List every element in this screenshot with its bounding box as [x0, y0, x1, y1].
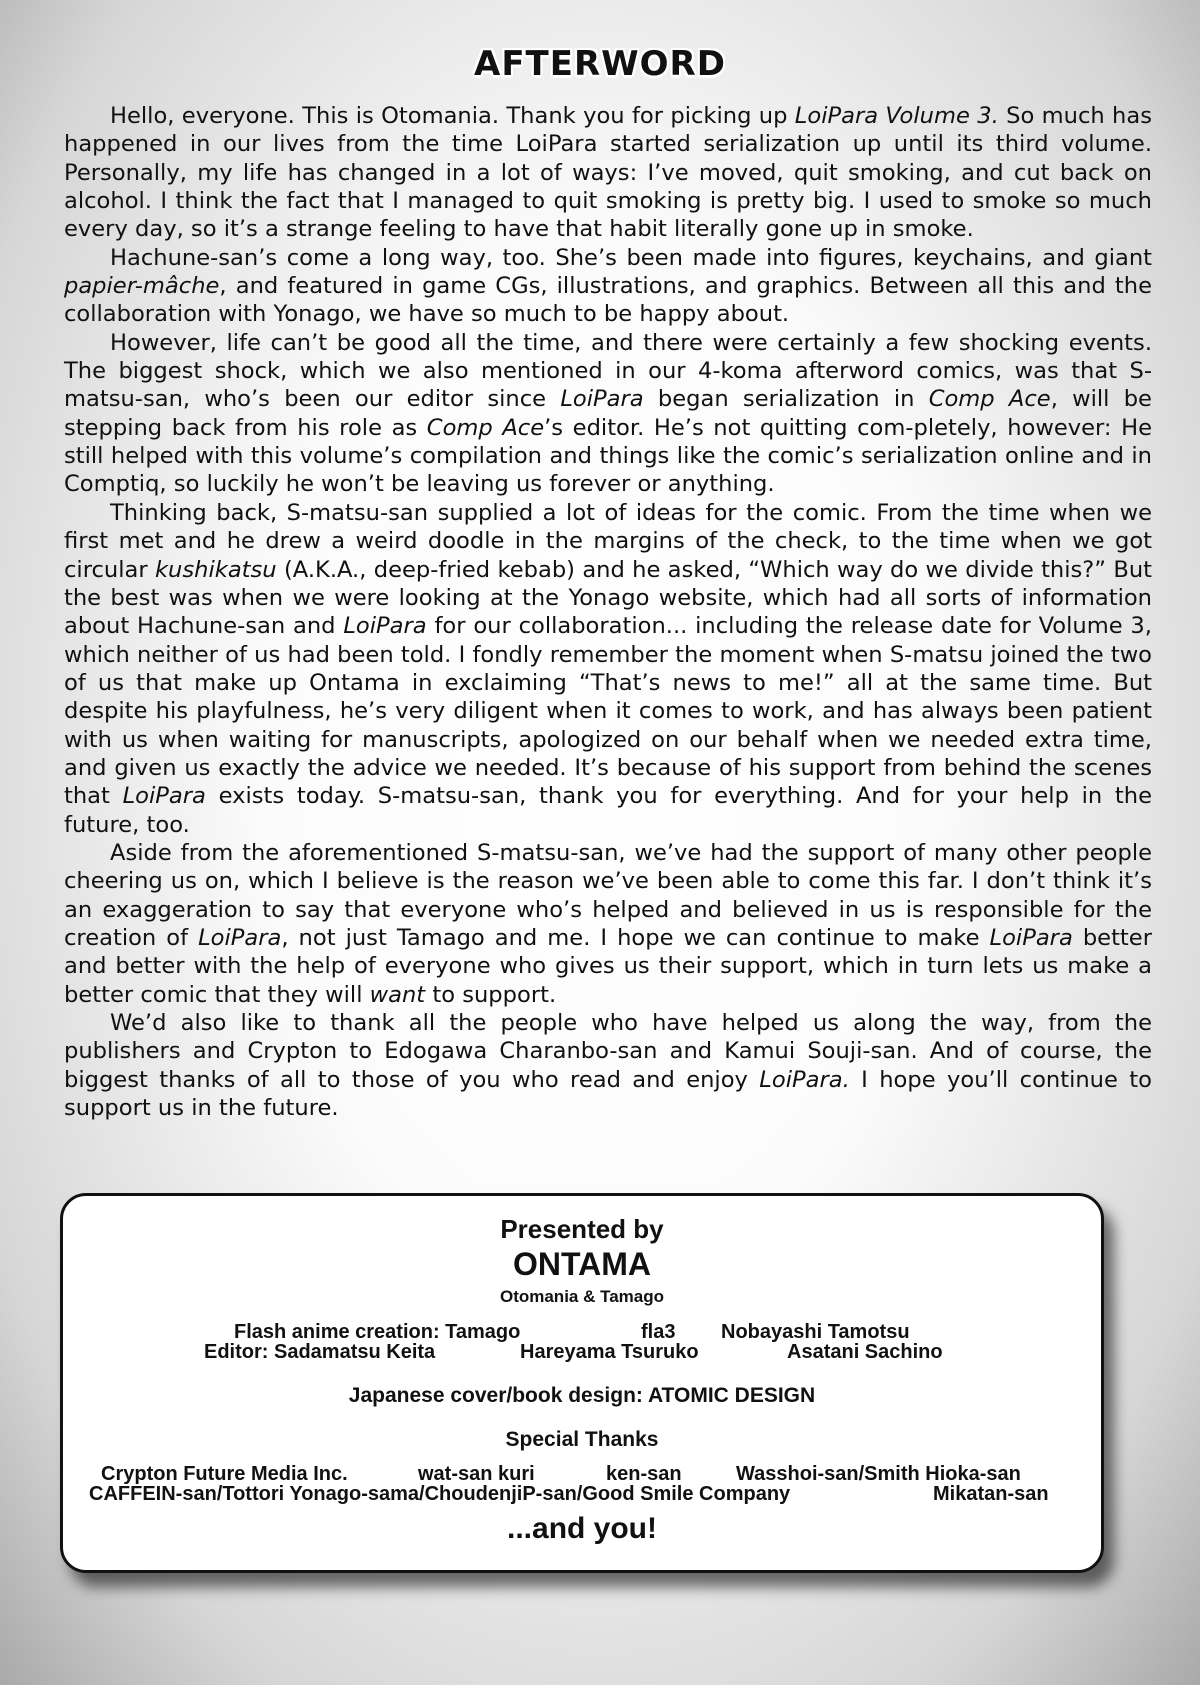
thanks-mikatan: Mikatan-san [933, 1483, 1049, 1505]
paragraph [64, 102, 1152, 244]
paragraph-text: for our collaboration... including the release date for Volume 3, which neither of us had been told. I fondly remember the moment when S-matsu joined the two of us that make up Ontama in exclaiming “That’s news to me!” all at the same time. But despite his playfulness, he’s very diligent when it comes to work, and has always been patient with us when waiting for manuscripts, apologized on our behalf when we needed extra time, and given us exactly the advice we needed. It’s because of his support from behind the scenes that [64, 613, 1152, 810]
group-members: Otomania & Tamago [499, 1287, 665, 1306]
paragraph-text: Hello, everyone. This is Otomania. Thank you for picking up [110, 103, 795, 129]
credit-fla3: fla3 [641, 1321, 676, 1343]
credit-asatani: Asatani Sachino [787, 1341, 943, 1363]
afterword-body [64, 102, 1152, 1122]
paragraph-text: Aside from the aforementioned S-matsu-san, we’ve had the support of many other people cheering us on, which I believe is the reason we’ve been able to come this far. I don’t think it’s an exaggeration to say that everyone who’s helped and believed in us is responsible for the creation of [64, 839, 1152, 951]
italic-title: LoiPara. [759, 1066, 850, 1093]
paragraph [64, 499, 1152, 839]
italic-title: kushikatsu [154, 556, 277, 583]
italic-title: Comp Ace [928, 386, 1051, 413]
paragraph-text: Thinking back, S-matsu-san supplied a lot of ideas for the comic. From the time when we first met and he drew a weird doodle in the margins of the check, to the time when we got circular [64, 499, 1152, 583]
italic-title: LoiPara [560, 386, 644, 413]
thanks-ken-san: ken-san [606, 1463, 682, 1485]
thanks-caffein: CAFFEIN-san/Tottori Yonago-sama/ChoudenjiP-san/Good Smile Company [89, 1483, 791, 1505]
paragraph-text: better and better with the help of everyone who gives us their support, which in turn lets us make a better comic that they will [64, 924, 1152, 1008]
paragraph [64, 244, 1152, 329]
paragraph [64, 1009, 1152, 1122]
group-name: ONTAMA [512, 1246, 652, 1282]
italic-title: LoiPara Volume 3. [794, 103, 999, 129]
italic-title: papier-mâche [64, 273, 220, 300]
paragraph-text: So much has happened in our lives from the time LoiPara started serialization up until its third volume. Personally, my life has changed in a lot of ways: I’ve moved, quit smoking, and cut back on alcohol. I think the fact that I managed to quit smoking is pretty big. I used to smoke so much every day, so it’s a strange feeling to have that habit literally gone up in smoke. [64, 103, 1152, 243]
italic-title: want [369, 981, 426, 1008]
italic-title: LoiPara [343, 613, 427, 640]
paragraph-text: Hachune-san’s come a long way, too. She’s been made into figures, keychains, and giant [110, 244, 1152, 271]
paragraph-text: exists today. S-matsu-san, thank you for everything. And for your help in the future, too. [64, 783, 1152, 838]
special-thanks-heading: Special Thanks [505, 1428, 659, 1451]
italic-title: LoiPara [122, 783, 206, 810]
credit-hareyama: Hareyama Tsuruko [520, 1341, 699, 1363]
page-title: AFTERWORD [474, 44, 726, 84]
credit-cover-design: Japanese cover/book design: ATOMIC DESIGN [348, 1384, 816, 1407]
paragraph [64, 839, 1152, 1009]
paragraph [64, 329, 1152, 499]
paragraph-text: However, life can’t be good all the time, and there were certainly a few shocking events. The biggest shock, which we also mentioned in our 4-koma afterword comics, was that S-matsu-san, who’s been our editor since [64, 329, 1152, 413]
credits-box [60, 1193, 1104, 1573]
paragraph-text: , will be stepping back from his role as [64, 386, 1152, 441]
paragraph-text: (A.K.A., deep-fried kebab) and he asked, “Which way do we divide this?” But the best was when we were looking at the Yonago website, which had all sorts of information about Hachune-san and [64, 556, 1152, 640]
italic-title: Comp Ace [426, 414, 545, 441]
credit-nobayashi: Nobayashi Tamotsu [721, 1321, 910, 1343]
italic-title: LoiPara [989, 924, 1073, 951]
credit-editor: Editor: Sadamatsu Keita [204, 1341, 436, 1363]
paragraph-text: began serialization in [643, 386, 929, 413]
paragraph-text: , not just Tamago and me. I hope we can continue to make [281, 924, 990, 951]
paragraph-text: , and featured in game CGs, illustrations, and graphics. Between all this and the collaboration with Yonago, we have so much to be happy about. [64, 273, 1152, 328]
paragraph-text: We’d also like to thank all the people who have helped us along the way, from the publishers and Crypton to Edogawa Charanbo-san and Kamui Souji-san. And of course, the biggest thanks of all to those of you who read and enjoy [64, 1010, 1152, 1093]
presented-by-label: Presented by [500, 1214, 664, 1244]
credit-flash-anime: Flash anime creation: Tamago [234, 1321, 521, 1343]
paragraph-text: to support. [425, 981, 557, 1008]
paragraph-text: I hope you’ll continue to support us in the future. [64, 1066, 1152, 1122]
and-you-line: ...and you! [507, 1512, 657, 1545]
thanks-wat-san: wat-san kuri [418, 1463, 535, 1485]
thanks-wasshoi: Wasshoi-san/Smith Hioka-san [736, 1463, 1021, 1485]
italic-title: LoiPara [198, 924, 282, 951]
paragraph-text: ’s editor. He’s not quitting com-pletely, however: He still helped with this volume’s compilation and things like the comic’s serialization online and in Comptiq, so luckily he won’t be leaving us forever or anything. [64, 414, 1152, 498]
thanks-crypton: Crypton Future Media Inc. [101, 1463, 348, 1485]
